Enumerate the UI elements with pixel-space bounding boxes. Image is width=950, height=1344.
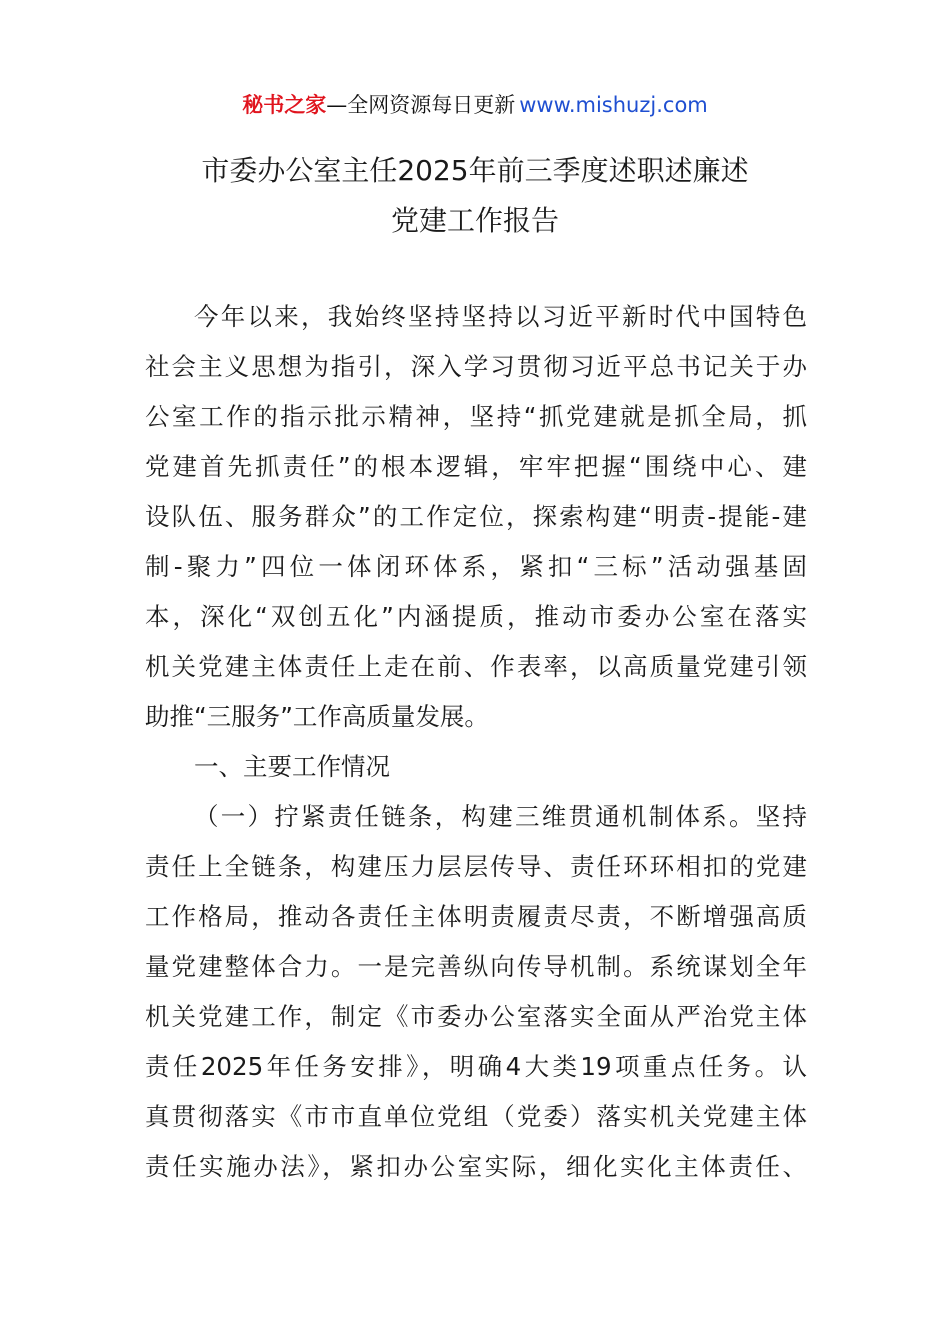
text-line: 工作格局，推动各责任主体明责履责尽责，不断增强高质	[145, 902, 807, 931]
text-line: 真贯彻落实《市市直单位党组（党委）落实机关党建主体	[145, 1102, 807, 1131]
title-line-2: 党建工作报告	[390, 204, 559, 237]
text-line: 公室工作的指示批示精神，坚持“抓党建就是抓全局，抓	[145, 402, 807, 431]
text-line: 设队伍、服务群众”的工作定位，探索构建“明责-提能-建	[145, 502, 807, 531]
section-heading: 一、主要工作情况	[194, 752, 390, 781]
text-line: 责任上全链条，构建压力层层传导、责任环环相扣的党建	[145, 852, 807, 881]
text-line: 党建首先抓责任”的根本逻辑，牢牢把握“围绕中心、建	[145, 452, 807, 481]
text-line: 社会主义思想为指引，深入学习贯彻习近平总书记关于办	[145, 352, 807, 381]
text-line: 制-聚力”四位一体闭环体系，紧扣“三标”活动强基固	[145, 552, 807, 581]
site-tagline: —全网资源每日更新	[326, 93, 516, 117]
text-line: 机关党建工作，制定《市委办公室落实全面从严治党主体	[145, 1002, 807, 1031]
text-line: 量党建整体合力。一是完善纵向传导机制。系统谋划全年	[145, 952, 807, 981]
document-body	[145, 292, 807, 1192]
site-name: 秘书之家	[242, 93, 327, 117]
paragraph-section-1	[145, 792, 807, 1192]
text-line: 助推“三服务”工作高质量发展。	[145, 702, 489, 731]
site-header	[0, 88, 950, 122]
site-url-link[interactable]: www.mishuzj.com	[519, 93, 708, 117]
text-line: 责任实施办法》，紧扣办公室实际，细化实化主体责任、	[145, 1152, 807, 1181]
document-title	[100, 146, 850, 246]
text-line: 本，深化“双创五化”内涵提质，推动市委办公室在落实	[145, 602, 807, 631]
title-line-1: 市委办公室主任2025年前三季度述职述廉述	[201, 154, 749, 187]
text-line: （一）拧紧责任链条，构建三维贯通机制体系。坚持	[194, 802, 807, 831]
text-line: 今年以来，我始终坚持坚持以习近平新时代中国特色	[194, 302, 807, 331]
text-line: 责任2025年任务安排》，明确4大类19项重点任务。认	[145, 1052, 807, 1081]
paragraph-intro	[145, 292, 807, 742]
text-line: 机关党建主体责任上走在前、作表率，以高质量党建引领	[145, 652, 807, 681]
